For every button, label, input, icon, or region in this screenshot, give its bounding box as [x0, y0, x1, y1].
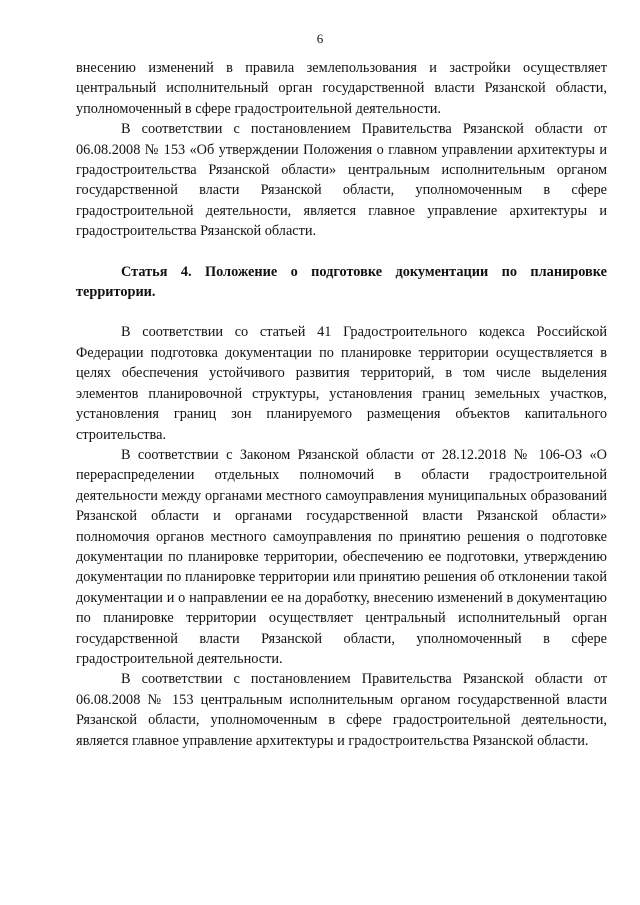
paragraph-resolution-153: В соответствии с постановлением Правительства Рязанской области от 06.08.2008 № 153 «Об утверждении Положения о главном управлении архитектуры и градостроительства Рязанской области» центральным исполнительным органом государственной власти Рязанской области, уполномоченным в сфере градостроительной деятельности, является главное управление архитектуры и градостроительства Рязанской области. — [76, 121, 607, 240]
page-number: 6 — [316, 31, 324, 46]
article-4-heading: Статья 4. Положение о подготовке документации по планировке территории. — [76, 263, 607, 301]
paragraph-article-41: В соответствии со статьей 41 Градостроительного кодекса Российской Федерации подготовка документации по планировке территории осуществляется в целях обеспечения устойчивого развития территорий, в том числе выделения элементов планировочной структуры, установления границ земельных участков, установления границ зон планируемого размещения объектов капитального строительства. — [76, 324, 607, 443]
paragraph-resolution-153-repeat: В соответствии с постановлением Правительства Рязанской области от 06.08.2008 № 153 центральным исполнительным органом государственной власти Рязанской области, уполномоченным в сфере градостроительной деятельности, является главное управление архитектуры и градостроительства Рязанской области. — [76, 671, 607, 749]
document-body — [76, 58, 607, 751]
paragraph-law-106-oz: В соответствии с Законом Рязанской области от 28.12.2018 № 106-ОЗ «О перераспределении отдельных полномочий в области градостроительной деятельности между органами местного самоуправления муниципальных образований Рязанской области и органами государственной власти Рязанской области» полномочия органов местного самоуправления по принятию решения о подготовке документации по планировке территории, обеспечению ее подготовки, утверждению документации по планировке территории или принятию решения об отклонении такой документации и о направлении ее на доработку, внесению изменений в документацию по планировке территории осуществляет центральный исполнительный орган государственной власти Рязанской области, уполномоченный в сфере градостроительной деятельности. — [76, 446, 607, 667]
paragraph-continuation: внесению изменений в правила землепользования и застройки осуществляет центральный исполнительный орган государственной власти Рязанской области, уполномоченный в сфере градостроительной деятельности. — [76, 60, 607, 117]
